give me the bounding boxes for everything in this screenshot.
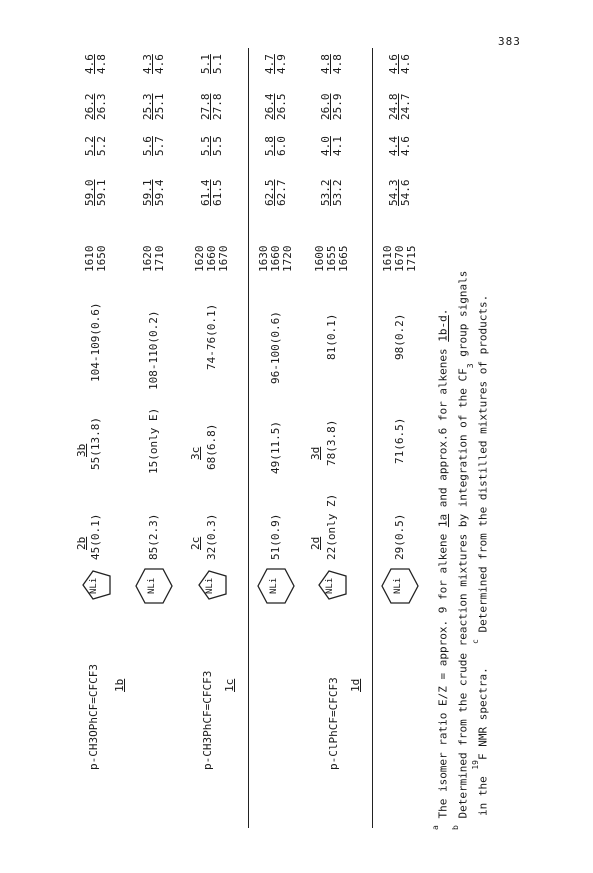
- cell-ir: 1600: [313, 245, 326, 272]
- cell-col2: 45(0.1): [89, 513, 102, 560]
- cell-c: 62.7: [275, 179, 288, 206]
- cell-ir: 1665: [337, 245, 350, 272]
- footnote-a: $^a$ The isomer ratio E/Z = approx. 9 for alkene 1a and approx.6 for alkenes 1b-d.: [431, 308, 450, 830]
- cell-col2: 32(0.3): [205, 513, 218, 560]
- cell-f: 25.9: [331, 93, 344, 120]
- cell-n: 4.6: [153, 54, 166, 74]
- cell-f: 24.7: [399, 93, 412, 120]
- cell-c: 61.4: [199, 179, 212, 206]
- cell-ir: 1720: [281, 245, 294, 272]
- compound-formula: p-CH3OPhCF=CFCF3: [87, 664, 100, 770]
- cell-f: 27.8: [211, 93, 224, 120]
- cell-c: 61.5: [211, 179, 224, 206]
- cell-ir: 1610: [381, 245, 394, 272]
- cell-c: 59.1: [141, 179, 154, 206]
- cell-c: 53.2: [331, 179, 344, 206]
- cell-h: 5.5: [199, 136, 212, 156]
- cell-col3: 49(11.5): [269, 421, 282, 474]
- cell-ir: 1670: [217, 245, 230, 272]
- cell-c: 62.5: [263, 179, 276, 206]
- cell-c: 53.2: [319, 179, 332, 206]
- header-3: 3d: [309, 446, 322, 460]
- cell-ir: 1660: [269, 245, 282, 272]
- compound-formula: p-CH3PhCF=CFCF3: [201, 670, 214, 770]
- cell-n: 5.1: [199, 54, 212, 74]
- cell-ir: 1655: [325, 245, 338, 272]
- cell-h: 4.6: [399, 136, 412, 156]
- cell-col4: 74-76(0.1): [205, 303, 218, 370]
- header-3: 3c: [189, 446, 202, 460]
- amine-label: NLi: [269, 577, 279, 594]
- cell-f: 27.8: [199, 93, 212, 120]
- cell-ir: 1650: [95, 245, 108, 272]
- cell-c: 59.4: [153, 179, 166, 206]
- cell-h: 5.5: [211, 136, 224, 156]
- cell-col3: 55(13.8): [89, 417, 102, 470]
- cell-ir: 1670: [393, 245, 406, 272]
- compound-label: 1c: [223, 678, 236, 692]
- cell-col3: 68(6.8): [205, 423, 218, 470]
- cell-f: 25.1: [153, 93, 166, 120]
- cell-ir: 1610: [83, 245, 96, 272]
- cell-ir: 1620: [141, 245, 154, 272]
- cell-h: 5.6: [141, 136, 154, 156]
- page-number: 383: [498, 35, 521, 48]
- amine-label: NLi: [325, 577, 335, 594]
- amine-label: NLi: [205, 577, 215, 594]
- amine-label: NLi: [147, 577, 157, 594]
- cell-ir: 1710: [153, 245, 166, 272]
- cell-c: 59.1: [95, 179, 108, 206]
- cell-col3: 71(6.5): [393, 417, 406, 464]
- header-2: 2d: [309, 536, 322, 550]
- amine-label: NLi: [89, 577, 99, 594]
- header-2: 2c: [189, 536, 202, 550]
- cell-ir: 1630: [257, 245, 270, 272]
- cell-n: 4.6: [387, 54, 400, 74]
- rotated-table: [74, 40, 519, 830]
- cell-h: 4.4: [387, 136, 400, 156]
- cell-n: 4.7: [263, 54, 276, 74]
- cell-c: 54.6: [399, 179, 412, 206]
- cell-col4: 98(0.2): [393, 313, 406, 360]
- cell-f: 26.4: [263, 93, 276, 120]
- cell-f: 25.3: [141, 93, 154, 120]
- cell-h: 4.1: [331, 136, 344, 156]
- compound-label: 1b: [113, 678, 126, 692]
- cell-n: 4.3: [141, 54, 154, 74]
- cell-h: 5.8: [263, 136, 276, 156]
- header-3: 3b: [75, 443, 88, 457]
- cell-col3: 15(only E): [147, 407, 160, 474]
- cell-col2: 51(0.9): [269, 513, 282, 560]
- amine-label: NLi: [393, 577, 403, 594]
- compound-label: 1d: [349, 678, 362, 692]
- cell-ir: 1620: [193, 245, 206, 272]
- cell-n: 4.9: [275, 54, 288, 74]
- footnote-c: $^c$ Determined from the distilled mixtures of products.: [471, 294, 490, 644]
- cell-h: 5.2: [83, 136, 96, 156]
- cell-ir: 1660: [205, 245, 218, 272]
- cell-n: 5.1: [211, 54, 224, 74]
- header-2: 2b: [75, 536, 88, 550]
- row-separator: [372, 48, 373, 828]
- cell-f: 24.8: [387, 93, 400, 120]
- cell-n: 4.8: [331, 54, 344, 74]
- cell-h: 4.0: [319, 136, 332, 156]
- cell-col4: 108-110(0.2): [147, 310, 160, 390]
- cell-c: 54.3: [387, 179, 400, 206]
- footnote-b-line2: in the $^{19}$F NMR spectra.: [471, 667, 490, 816]
- cell-col4: 81(0.1): [325, 313, 338, 360]
- cell-f: 26.2: [83, 93, 96, 120]
- cell-col2: 22(only Z): [325, 493, 338, 560]
- cell-f: 26.3: [95, 93, 108, 120]
- cell-h: 5.7: [153, 136, 166, 156]
- cell-n: 4.6: [83, 54, 96, 74]
- cell-col2: 29(0.5): [393, 513, 406, 560]
- row-separator: [248, 48, 249, 828]
- cell-col3: 78(3.8): [325, 419, 338, 466]
- cell-col2: 85(2.3): [147, 513, 160, 560]
- cell-h: 6.0: [275, 136, 288, 156]
- cell-col4: 96-100(0.6): [269, 311, 282, 384]
- cell-c: 59.0: [83, 179, 96, 206]
- cell-col4: 104-109(0.6): [89, 302, 102, 382]
- footnote-b: $^b$ Determined from the crude reaction mixtures by integration of the $CF_3$ group signals: [451, 270, 475, 830]
- cell-ir: 1715: [405, 245, 418, 272]
- cell-n: 4.6: [399, 54, 412, 74]
- compound-formula: p-ClPhCF=CFCF3: [327, 677, 340, 770]
- cell-n: 4.8: [319, 54, 332, 74]
- cell-f: 26.0: [319, 93, 332, 120]
- cell-h: 5.2: [95, 136, 108, 156]
- cell-n: 4.8: [95, 54, 108, 74]
- cell-f: 26.5: [275, 93, 288, 120]
